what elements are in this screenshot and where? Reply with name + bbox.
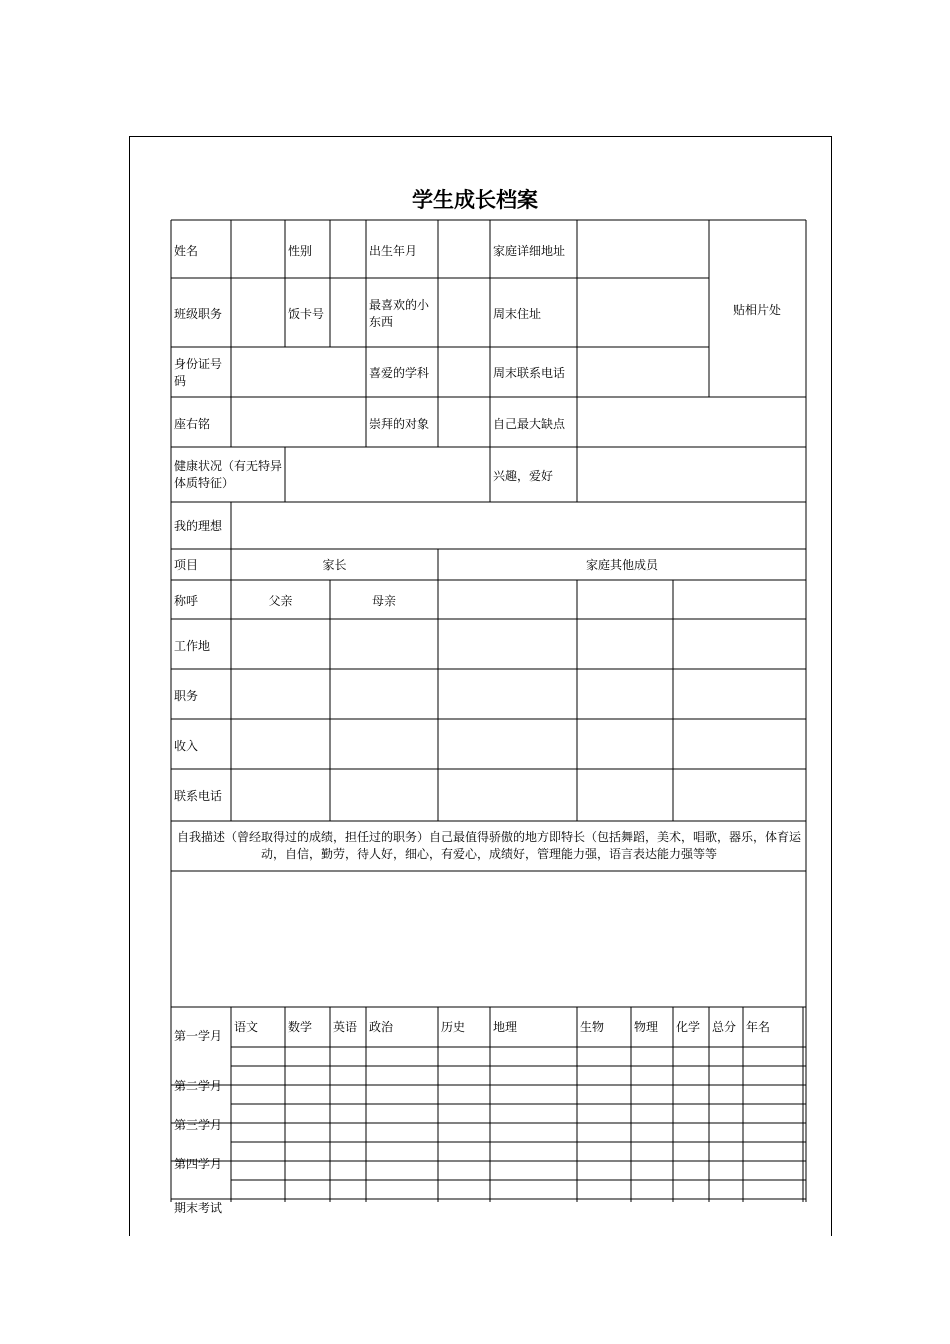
label-ideal: 我的理想 (174, 519, 223, 533)
label-favorite-subject: 喜爱的学科 (369, 366, 430, 380)
label-class-duty: 班级职务 (174, 307, 223, 321)
label-birth: 出生年月 (369, 244, 418, 258)
label-family-phone: 联系电话 (174, 789, 223, 803)
photo-placeholder: 贴相片处 (733, 303, 782, 317)
term-final: 期末考试 (174, 1201, 223, 1215)
label-weekend-phone: 周末联系电话 (493, 366, 566, 380)
label-hobby: 兴趣，爱好 (493, 469, 554, 483)
term-3: 第三学月 (174, 1118, 223, 1132)
label-workplace: 工作地 (174, 639, 211, 653)
subject-chemistry: 化学 (676, 1020, 701, 1034)
label-other-family: 家庭其他成员 (585, 558, 658, 572)
label-title-row: 称呼 (174, 594, 199, 608)
label-weakness: 自己最大缺点 (493, 417, 566, 431)
page-bottom-clip (0, 1190, 950, 1236)
subject-math: 数学 (288, 1020, 313, 1034)
subject-physics: 物理 (634, 1020, 659, 1034)
label-name: 姓名 (174, 244, 199, 258)
label-father: 父亲 (268, 594, 293, 608)
subject-geography: 地理 (493, 1020, 518, 1034)
subject-rank: 年名 (746, 1020, 771, 1034)
term-4: 第四学月 (174, 1157, 223, 1171)
subject-english: 英语 (333, 1020, 358, 1034)
label-mother: 母亲 (371, 594, 396, 608)
subject-total: 总分 (712, 1020, 737, 1034)
label-item: 项目 (174, 558, 199, 572)
label-health: 健康状况（有无特异体质特征） (174, 459, 283, 490)
self-description-prompt: 自我描述（曾经取得过的成绩，担任过的职务）自己最值得骄傲的地方即特长（包括舞蹈，美术，唱歌，器乐，体育运动，自信，勤劳，待人好，细心，有爱心，成绩好，管理能力强，语言表达能力强等等 (176, 830, 801, 861)
term-2: 第二学月 (174, 1079, 223, 1093)
subject-biology: 生物 (580, 1020, 605, 1034)
label-idol: 崇拜的对象 (369, 417, 430, 431)
subject-politics: 政治 (369, 1020, 394, 1034)
label-duty: 职务 (174, 689, 199, 703)
label-favorite-thing: 最喜欢的小东西 (369, 298, 430, 329)
label-gender: 性别 (288, 244, 313, 258)
label-weekend-address: 周末住址 (493, 307, 542, 321)
subject-history: 历史 (441, 1020, 466, 1034)
label-home-address: 家庭详细地址 (493, 244, 566, 258)
label-card-no: 饭卡号 (288, 307, 325, 321)
label-motto: 座右铭 (174, 417, 211, 431)
label-income: 收入 (174, 739, 199, 753)
label-parents: 家长 (322, 558, 347, 572)
term-1: 第一学月 (174, 1029, 223, 1043)
subject-chinese: 语文 (234, 1020, 259, 1034)
label-id-number: 身份证号码 (174, 357, 223, 388)
form-title: 学生成长档案 (412, 187, 538, 212)
